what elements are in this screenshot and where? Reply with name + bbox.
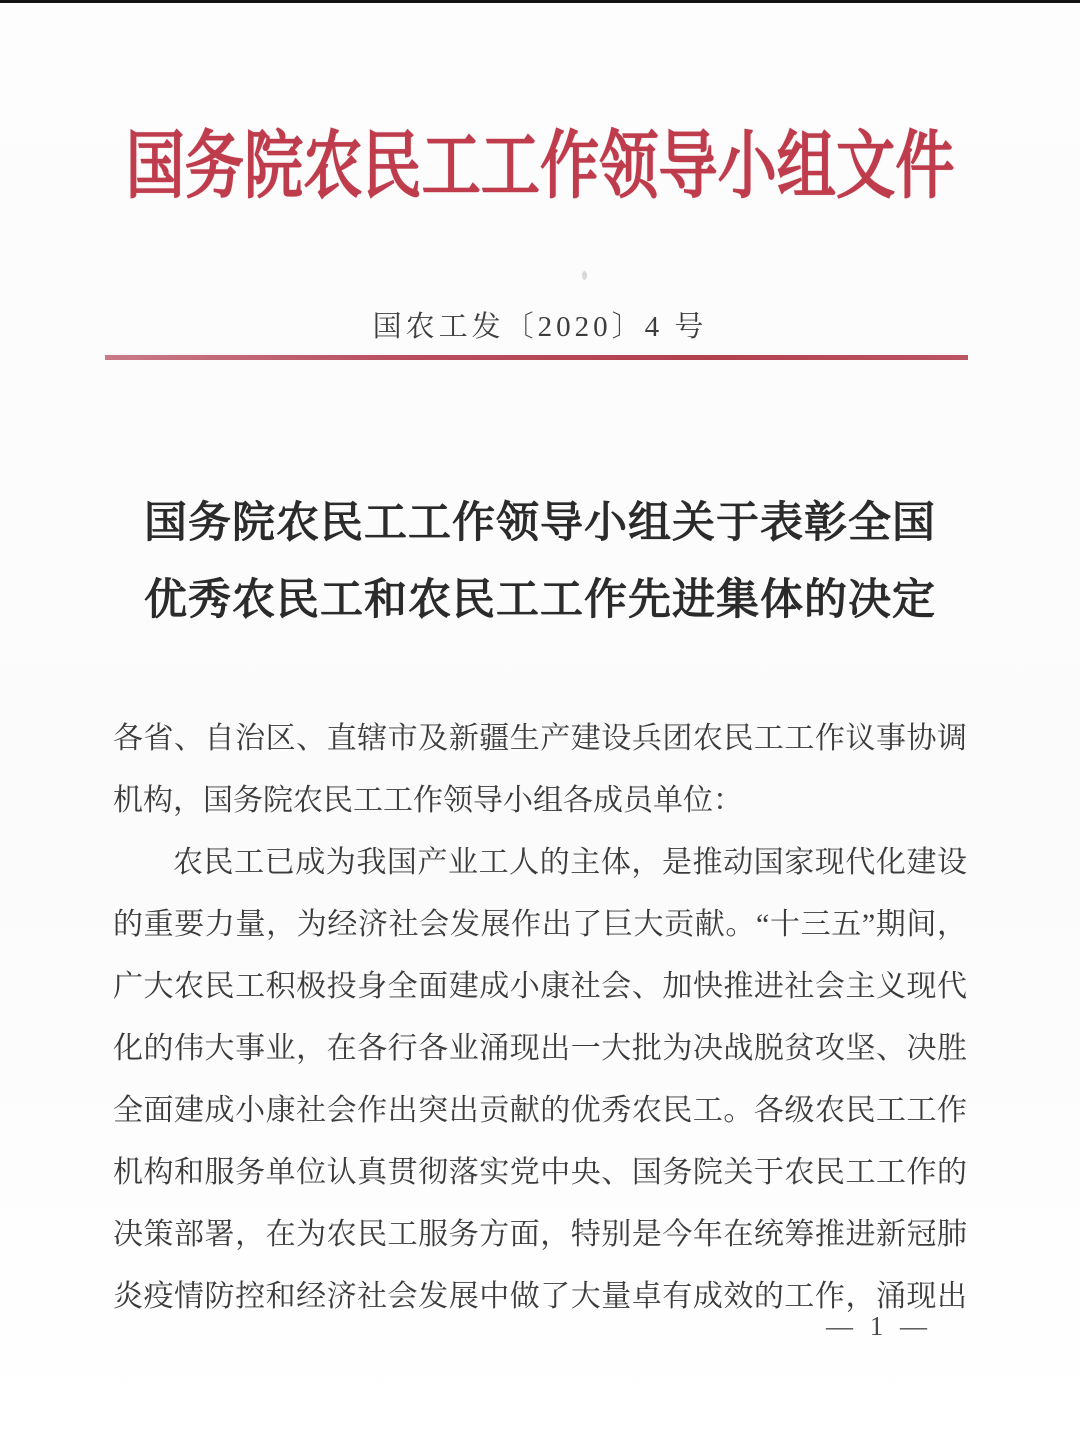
body-line: 全面建成小康社会作出突出贡献的优秀农民工。各级农民工工作 <box>113 1094 967 1127</box>
scan-artifact <box>582 271 587 280</box>
body-line: 农民工已成为我国产业工人的主体，是推动国家现代化建设 <box>173 846 967 879</box>
body-line: 炎疫情防控和经济社会发展中做了大量卓有成效的工作，涌现出 <box>113 1280 967 1313</box>
body-line-salutation-1: 各省、自治区、直辖市及新疆生产建设兵团农民工工作议事协调 <box>113 722 967 755</box>
document-title-line1: 国务院农民工工作领导小组关于表彰全国 <box>144 500 936 547</box>
body-line: 机构和服务单位认真贯彻落实党中央、国务院关于农民工工作的 <box>113 1156 967 1189</box>
body-line-salutation-2: 机构，国务院农民工工作领导小组各成员单位： <box>113 784 743 817</box>
body-line: 的重要力量，为经济社会发展作出了巨大贡献。“十三五”期间， <box>113 908 967 941</box>
document-body <box>113 708 967 1328</box>
body-line: 化的伟大事业，在各行各业涌现出一大批为决战脱贫攻坚、决胜 <box>113 1032 967 1065</box>
letterhead-title: 国务院农民工工作领导小组文件 <box>125 126 955 208</box>
red-separator-line <box>105 355 968 360</box>
document-title <box>0 485 1080 639</box>
document-reference-number: 国农工发〔2020〕4 号 <box>372 311 708 343</box>
page-number: — 1 — <box>826 1311 932 1341</box>
body-line: 决策部署，在为农民工服务方面，特别是今年在统筹推进新冠肺 <box>113 1218 967 1251</box>
document-title-line2: 优秀农民工和农民工工作先进集体的决定 <box>144 577 936 624</box>
body-line: 广大农民工积极投身全面建成小康社会、加快推进社会主义现代 <box>113 970 967 1003</box>
